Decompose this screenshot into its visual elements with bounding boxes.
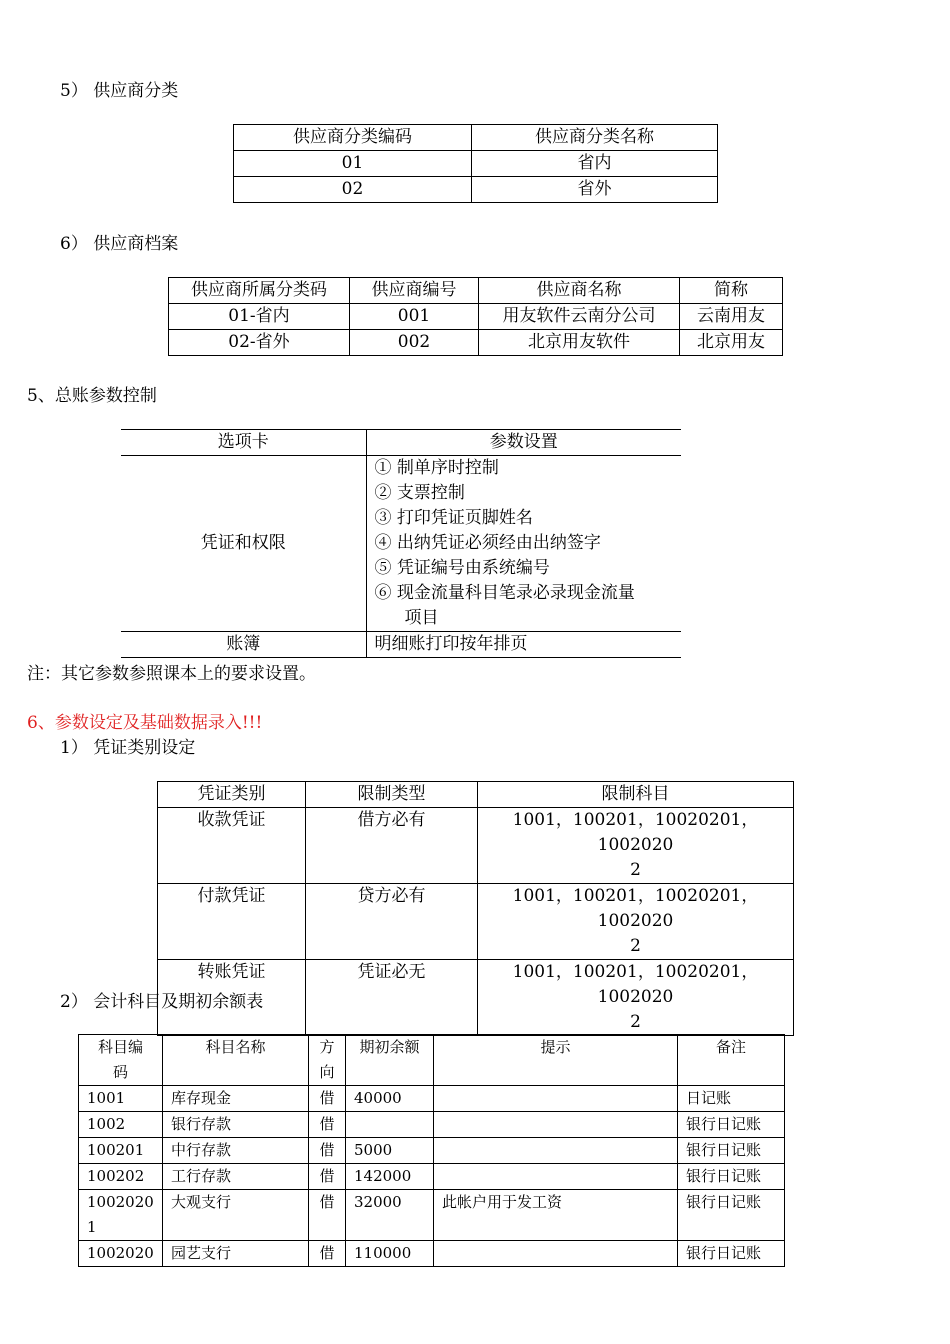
balance-cell: 40000 xyxy=(346,1086,434,1112)
hint-cell xyxy=(434,1112,678,1138)
param-item: ⑤ 凭证编号由系统编号 xyxy=(374,558,550,578)
subject-list-line: 1001，100201，10020201，1002020 xyxy=(512,962,759,1007)
tab-name-cell: 账簿 xyxy=(121,632,366,658)
name-cell: 工行存款 xyxy=(163,1164,309,1190)
header-cell: 凭证类别 xyxy=(158,782,306,808)
header-cell: 科目名称 xyxy=(163,1035,309,1086)
direction-cell: 借 xyxy=(309,1241,346,1267)
remark-cell: 银行日记账 xyxy=(678,1241,785,1267)
table-row xyxy=(121,456,681,632)
voucher-type-heading: 1） 凭证类别设定 xyxy=(60,738,196,758)
table-cell: 省内 xyxy=(472,151,718,177)
table-row xyxy=(169,304,783,330)
header-line: 方 xyxy=(319,1038,335,1056)
table-row xyxy=(121,632,681,658)
table-cell: 省外 xyxy=(472,177,718,203)
table-cell: 用友软件云南分公司 xyxy=(479,304,680,330)
table-row xyxy=(234,177,718,203)
params-table xyxy=(121,429,681,658)
name-cell: 大观支行 xyxy=(163,1190,309,1241)
code-line: 1002020 xyxy=(87,1193,154,1211)
param-item: ⑥ 现金流量科目笔录必录现金流量 xyxy=(374,583,635,603)
subject-balance-table xyxy=(78,1034,785,1267)
table-row xyxy=(79,1190,785,1241)
hint-cell xyxy=(434,1138,678,1164)
header-cell xyxy=(79,1035,163,1086)
param-item: ③ 打印凭证页脚姓名 xyxy=(374,508,533,528)
param-value: 明细账打印按年排页 xyxy=(366,632,681,658)
subject-list-line: 1001，100201，10020201，1002020 xyxy=(512,886,759,931)
hint-cell: 此帐户用于发工资 xyxy=(434,1190,678,1241)
note-text: 注：其它参数参照课本上的要求设置。 xyxy=(27,664,316,684)
header-cell: 供应商所属分类码 xyxy=(169,278,350,304)
table-cell: 01 xyxy=(234,151,472,177)
param-item: ④ 出纳凭证必须经由出纳签字 xyxy=(374,533,601,553)
header-cell: 供应商分类编码 xyxy=(234,125,472,151)
table-cell xyxy=(478,808,794,884)
supplier-category-heading: 5） 供应商分类 xyxy=(60,81,179,101)
subject-list-line: 2 xyxy=(630,860,641,880)
param-item: ② 支票控制 xyxy=(374,483,465,503)
header-cell: 限制类型 xyxy=(306,782,478,808)
hint-cell xyxy=(434,1241,678,1267)
subject-table-heading: 2） 会计科目及期初余额表 xyxy=(60,992,264,1012)
header-cell: 期初余额 xyxy=(346,1035,434,1086)
header-cell: 参数设置 xyxy=(366,430,681,456)
subject-list-line: 2 xyxy=(630,1012,641,1032)
table-cell: 收款凭证 xyxy=(158,808,306,884)
table-cell: 付款凭证 xyxy=(158,884,306,960)
balance-cell: 142000 xyxy=(346,1164,434,1190)
ledger-params-heading: 5、总账参数控制 xyxy=(27,386,157,406)
balance-cell: 110000 xyxy=(346,1241,434,1267)
basic-data-heading: 6、参数设定及基础数据录入!!! xyxy=(27,713,263,733)
name-cell: 园艺支行 xyxy=(163,1241,309,1267)
table-cell xyxy=(478,884,794,960)
subject-list-line: 2 xyxy=(630,936,641,956)
header-cell: 供应商编号 xyxy=(350,278,479,304)
table-cell: 002 xyxy=(350,330,479,356)
header-cell: 备注 xyxy=(678,1035,785,1086)
balance-cell: 5000 xyxy=(346,1138,434,1164)
balance-cell xyxy=(346,1112,434,1138)
direction-cell: 借 xyxy=(309,1190,346,1241)
header-cell xyxy=(309,1035,346,1086)
header-line: 码 xyxy=(112,1063,128,1081)
table-row xyxy=(79,1138,785,1164)
header-line: 向 xyxy=(319,1063,335,1081)
table-cell: 转账凭证 xyxy=(158,960,306,1036)
supplier-category-table xyxy=(233,124,718,203)
table-row xyxy=(79,1112,785,1138)
supplier-archive-table xyxy=(168,277,783,356)
table-cell: 借方必有 xyxy=(306,808,478,884)
table-cell: 北京用友 xyxy=(680,330,783,356)
remark-cell: 银行日记账 xyxy=(678,1138,785,1164)
header-cell: 供应商分类名称 xyxy=(472,125,718,151)
name-cell: 银行存款 xyxy=(163,1112,309,1138)
code-cell: 1002 xyxy=(79,1112,163,1138)
table-cell xyxy=(478,960,794,1036)
code-cell: 100202 xyxy=(79,1164,163,1190)
table-cell: 02 xyxy=(234,177,472,203)
table-row xyxy=(79,1164,785,1190)
code-line: 1 xyxy=(87,1218,97,1236)
direction-cell: 借 xyxy=(309,1112,346,1138)
supplier-archive-heading: 6） 供应商档案 xyxy=(60,234,179,254)
table-row xyxy=(234,151,718,177)
table-cell: 北京用友软件 xyxy=(479,330,680,356)
code-cell: 100201 xyxy=(79,1138,163,1164)
remark-cell: 银行日记账 xyxy=(678,1164,785,1190)
header-cell: 选项卡 xyxy=(121,430,366,456)
table-cell: 001 xyxy=(350,304,479,330)
hint-cell xyxy=(434,1086,678,1112)
direction-cell: 借 xyxy=(309,1086,346,1112)
table-cell: 01-省内 xyxy=(169,304,350,330)
direction-cell: 借 xyxy=(309,1138,346,1164)
table-row xyxy=(169,330,783,356)
subject-list-line: 1001，100201，10020201，1002020 xyxy=(512,810,759,855)
table-cell: 02-省外 xyxy=(169,330,350,356)
table-row xyxy=(158,884,794,960)
name-cell: 中行存款 xyxy=(163,1138,309,1164)
table-row xyxy=(158,808,794,884)
hint-cell xyxy=(434,1164,678,1190)
table-cell: 贷方必有 xyxy=(306,884,478,960)
table-row xyxy=(79,1086,785,1112)
remark-cell: 银行日记账 xyxy=(678,1112,785,1138)
remark-cell: 银行日记账 xyxy=(678,1190,785,1241)
table-cell: 凭证必无 xyxy=(306,960,478,1036)
tab-name-cell: 凭证和权限 xyxy=(121,456,366,632)
param-item: ① 制单序时控制 xyxy=(374,458,499,478)
remark-cell: 日记账 xyxy=(678,1086,785,1112)
header-cell: 供应商名称 xyxy=(479,278,680,304)
direction-cell: 借 xyxy=(309,1164,346,1190)
code-cell xyxy=(79,1190,163,1241)
code-cell: 1002020 xyxy=(79,1241,163,1267)
header-cell: 简称 xyxy=(680,278,783,304)
param-item: 项目 xyxy=(404,608,439,628)
balance-cell: 32000 xyxy=(346,1190,434,1241)
header-line: 科目编 xyxy=(97,1038,143,1056)
code-cell: 1001 xyxy=(79,1086,163,1112)
name-cell: 库存现金 xyxy=(163,1086,309,1112)
table-row xyxy=(79,1241,785,1267)
param-list xyxy=(366,456,681,632)
header-cell: 限制科目 xyxy=(478,782,794,808)
header-cell: 提示 xyxy=(434,1035,678,1086)
table-cell: 云南用友 xyxy=(680,304,783,330)
